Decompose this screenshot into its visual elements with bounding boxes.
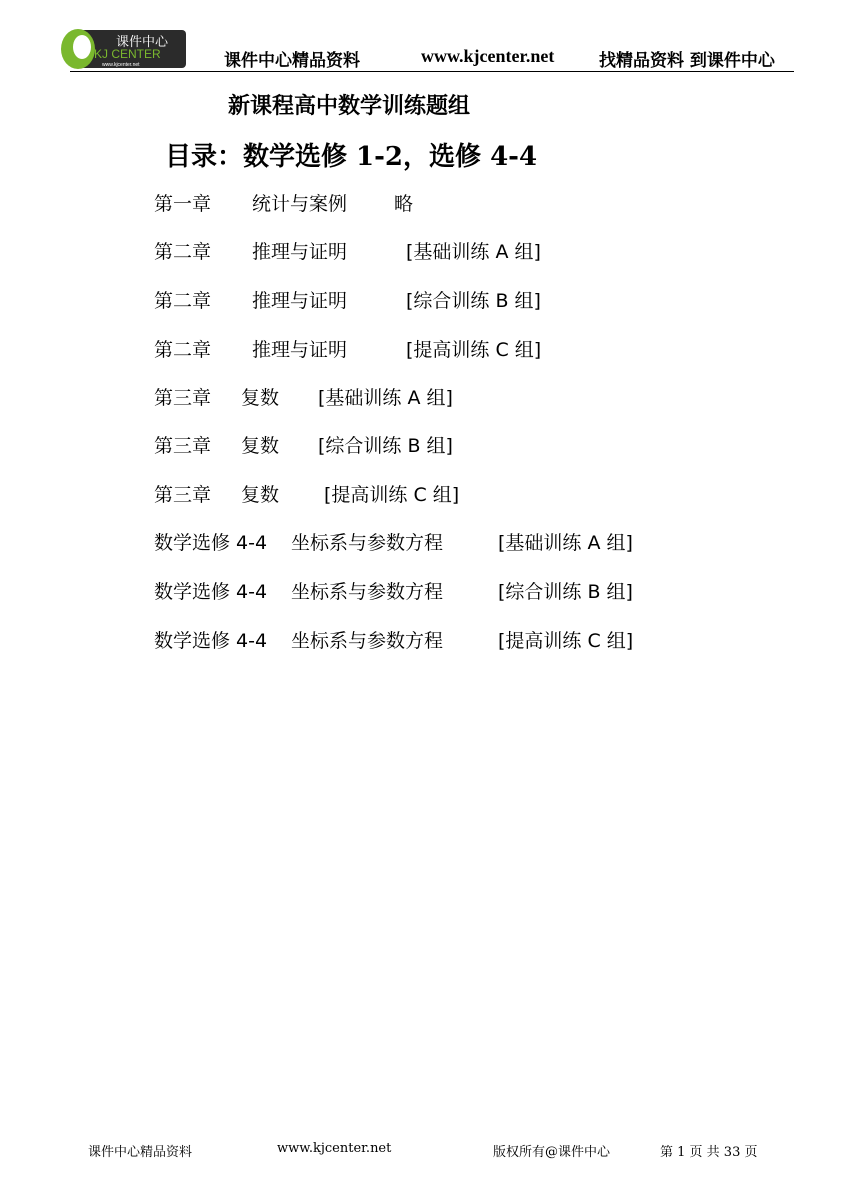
toc-chapter: 第二章 <box>154 339 212 361</box>
toc-group: [综合训练 B 组] <box>498 581 633 603</box>
logo-cn-text: 课件中心 <box>116 35 169 50</box>
toc-group: [提高训练 C 组] <box>406 339 542 361</box>
toc-topic: 推理与证明 <box>252 339 348 361</box>
toc-topic: 统计与案例 <box>252 193 348 215</box>
toc-group: [综合训练 B 组] <box>318 435 453 457</box>
footer-copyright: 版权所有@课件中心 <box>493 1145 611 1160</box>
toc-chapter: 第二章 <box>154 290 212 312</box>
header-brand: 课件中心精品资料 <box>224 51 360 71</box>
logo-en-text: KJ CENTER <box>94 47 161 61</box>
toc-heading: 目录：数学选修 1-2，选修 4-4 <box>165 142 538 172</box>
toc-chapter: 数学选修 4-4 <box>154 630 268 652</box>
toc-chapter: 第一章 <box>154 193 212 215</box>
toc-group: [基础训练 A 组] <box>498 532 633 554</box>
toc-chapter: 数学选修 4-4 <box>154 532 268 554</box>
header-slogan: 找精品资料 到课件中心 <box>599 51 775 71</box>
toc-group: [提高训练 C 组] <box>498 630 634 652</box>
toc-topic: 复数 <box>241 387 280 409</box>
toc-topic: 推理与证明 <box>252 290 348 312</box>
toc-chapter: 数学选修 4-4 <box>154 581 268 603</box>
header-divider <box>70 71 794 72</box>
toc-topic: 复数 <box>241 484 280 506</box>
toc-chapter: 第三章 <box>154 435 212 457</box>
kjcenter-logo <box>58 27 188 73</box>
toc-topic: 推理与证明 <box>252 241 348 263</box>
toc-group: [基础训练 A 组] <box>406 241 541 263</box>
document-title: 新课程高中数学训练题组 <box>228 94 471 119</box>
footer-brand: 课件中心精品资料 <box>88 1145 193 1160</box>
toc-topic: 坐标系与参数方程 <box>291 532 444 554</box>
logo-url-text: www.kjcenter.net <box>102 62 140 68</box>
toc-chapter: 第二章 <box>154 241 212 263</box>
toc-topic: 复数 <box>241 435 280 457</box>
header-url-link[interactable]: www.kjcenter.net <box>421 46 555 66</box>
toc-group: [基础训练 A 组] <box>318 387 453 409</box>
toc-group: [提高训练 C 组] <box>324 484 460 506</box>
toc-group: 略 <box>394 193 414 215</box>
toc-topic: 坐标系与参数方程 <box>291 630 444 652</box>
toc-topic: 坐标系与参数方程 <box>291 581 444 603</box>
footer-page-number: 第 1 页 共 33 页 <box>660 1145 758 1160</box>
toc-chapter: 第三章 <box>154 484 212 506</box>
toc-chapter: 第三章 <box>154 387 212 409</box>
footer-url-link[interactable]: www.kjcenter.net <box>277 1141 392 1156</box>
toc-group: [综合训练 B 组] <box>406 290 541 312</box>
